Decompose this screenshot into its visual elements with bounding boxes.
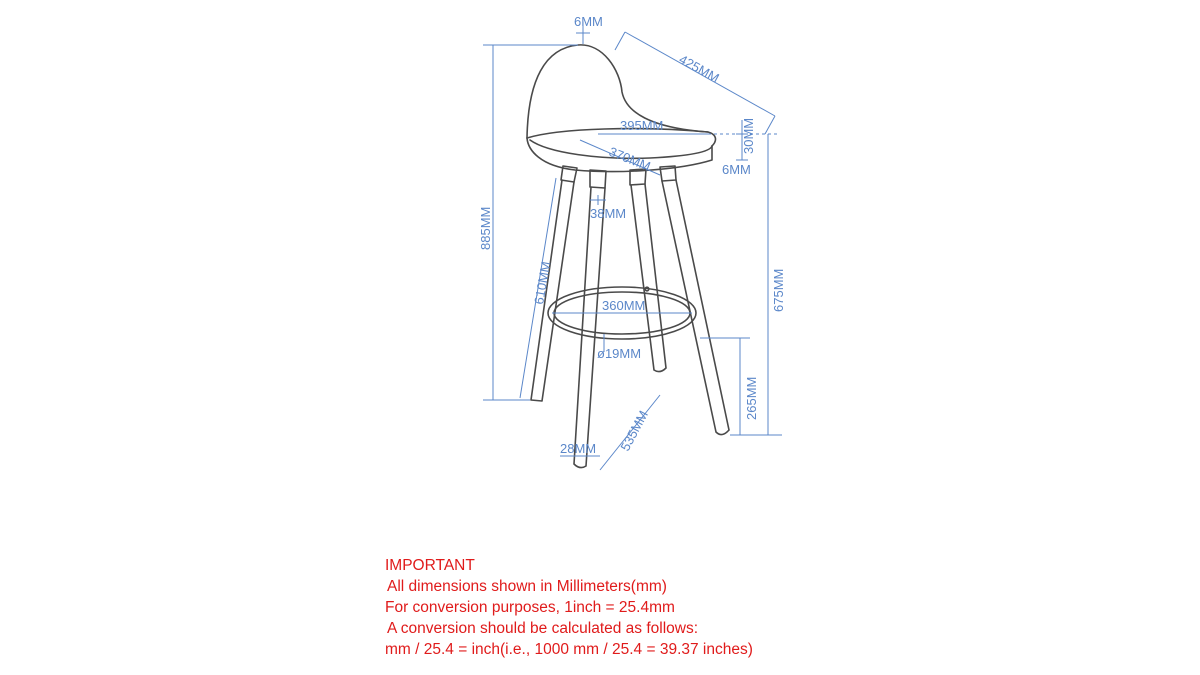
label-leg-spread: 38MM	[590, 206, 627, 221]
label-backrest-thickness: 6MM	[574, 14, 603, 29]
label-leg-bottom-diameter: 28MM	[560, 441, 597, 456]
notes-line-1: All dimensions shown in Millimeters(mm)	[387, 578, 667, 595]
stool-outline	[527, 45, 729, 468]
label-footrest-height: 265MM	[744, 376, 759, 420]
leg-socket-2	[590, 170, 606, 188]
leg-back	[631, 184, 666, 372]
label-seat-shell-thickness: 6MM	[722, 162, 751, 177]
label-seat-edge-height: 30MM	[741, 117, 756, 154]
notes-line-4: mm / 25.4 = inch(i.e., 1000 mm / 25.4 = 39.37 inches)	[385, 641, 753, 658]
label-leg-length-back: 535MM	[617, 408, 652, 454]
label-seat-depth: 370MM	[606, 143, 653, 175]
leg-front	[574, 187, 605, 468]
notes-title: IMPORTANT	[385, 557, 475, 574]
label-footrest-diameter: 360MM	[602, 298, 646, 313]
label-leg-length-front: 610MM	[531, 260, 554, 306]
label-seat-width: 395MM	[620, 118, 664, 133]
label-seat-diagonal: 425MM	[676, 51, 722, 86]
notes-line-3: A conversion should be calculated as follows:	[387, 620, 699, 637]
leg-right	[662, 180, 729, 435]
label-seat-height: 675MM	[771, 268, 786, 312]
label-footrest-tube: ø19MM	[597, 346, 642, 361]
dimension-lines	[483, 22, 782, 470]
label-total-height: 885MM	[478, 206, 493, 250]
notes-line-2: For conversion purposes, 1inch = 25.4mm	[385, 599, 675, 616]
